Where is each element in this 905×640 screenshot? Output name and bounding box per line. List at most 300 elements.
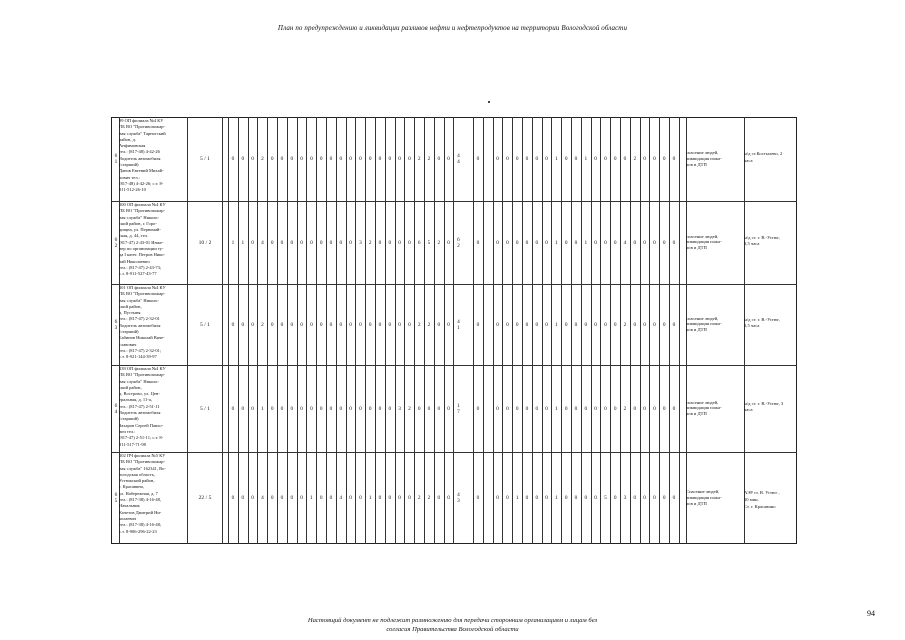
table-column-divider: [542, 117, 543, 544]
table-cell: 0: [280, 495, 284, 501]
table-cell: 0: [359, 321, 362, 328]
table-cell: 0: [506, 239, 509, 246]
table-cell: 1: [231, 239, 235, 246]
table-cell: 0: [329, 239, 333, 246]
table-cell: 0: [515, 321, 519, 328]
table-cell: 0: [594, 495, 597, 501]
table-cell: 0: [476, 239, 480, 246]
table-cell: 0: [633, 321, 637, 328]
table-cell: 2: [408, 405, 411, 412]
table-cell: 0: [643, 405, 646, 412]
table-cell: 2: [427, 156, 431, 162]
table-cell: 1: [555, 239, 558, 246]
table-column-divider: [375, 117, 376, 544]
table-cell: 3: [359, 239, 362, 246]
table-cell: 0: [633, 239, 637, 246]
table-cell: 0: [241, 156, 245, 162]
table-cell: 0: [545, 156, 548, 162]
table-cell: 0: [290, 495, 294, 501]
table-column-divider: [257, 117, 258, 544]
table-cell: 0: [251, 405, 254, 412]
table-cell: 0: [613, 405, 617, 412]
table-cell: 0: [447, 156, 450, 162]
table-cell: 0: [584, 405, 588, 412]
table-cell: 0: [437, 495, 441, 501]
table-column-divider: [267, 117, 268, 544]
table-cell: 2: [427, 495, 431, 501]
table-column-divider: [630, 117, 631, 544]
arrival-time-text: м/д ст. г. В.-Устюг, 3 часа: [744, 400, 784, 413]
personnel-ratio: 5 / 1: [200, 156, 210, 162]
page-header: План по предупреждению и ликвидации разливов нефти и нефтепродуктов на территории Вологодской области: [277, 24, 628, 32]
arrival-time-text: м/д ст.Костылево, 2 часа: [744, 151, 783, 163]
table-cell: 0: [564, 495, 568, 501]
table-cell: 0: [535, 321, 539, 328]
table-cell: 0: [388, 495, 392, 501]
personnel-ratio: 5 / 1: [200, 321, 210, 328]
table-cell: 2: [623, 321, 627, 328]
table-cell: 0: [408, 239, 411, 246]
table-cell: 0: [613, 156, 617, 162]
table-cell: 0: [329, 156, 333, 162]
table-cell: 0: [613, 239, 617, 246]
table-column-divider: [620, 117, 621, 544]
unit-info: 99 ОП филиала №4 КУ ПБ ВО "Противопожар- ная служба" Тарногский район, д. Анфимовская тел.: (817-48) 4-42-26 Водитель автомобиля (старший) Данов Евгений Михай- лович тел.: (817-48) 4-42-26; с.т. 8- 911-512-26-10: [119, 118, 166, 193]
table-cell: 0: [476, 156, 480, 162]
table-row-divider: [111, 201, 797, 202]
table-column-divider: [316, 117, 317, 544]
table-cell: 0: [319, 495, 323, 501]
table-cell: 0: [270, 239, 274, 246]
table-cell: 2: [417, 321, 421, 328]
table-cell: 0: [653, 495, 656, 501]
table-cell: 0: [594, 321, 597, 328]
footer-line-1: Настоящий документ не подлежит размножению для передачи сторонним организациям и лицам без: [307, 617, 598, 624]
table-cell: 0: [349, 495, 352, 501]
table-column-divider: [346, 117, 347, 544]
table-cell: 1: [555, 405, 558, 412]
table-cell: 0: [310, 156, 313, 162]
table-cell: 0: [623, 156, 627, 162]
table-cell: 1: [555, 321, 558, 328]
table-cell: 0: [437, 405, 441, 412]
table-cell: 0: [476, 405, 480, 412]
table-cell: 0: [643, 321, 646, 328]
table-cell: 0: [319, 156, 323, 162]
table-cell: 0: [535, 405, 539, 412]
table-column-divider: [493, 117, 494, 544]
table-cell: 0: [564, 239, 568, 246]
table-cell: 1: [584, 239, 588, 246]
table-column-divider: [600, 117, 601, 544]
table-cell: 0: [329, 495, 333, 501]
table-cell: 0: [574, 239, 578, 246]
table-column-divider: [336, 117, 337, 544]
table-column-divider: [395, 117, 396, 544]
table-cell: 0: [280, 156, 284, 162]
table-column-divider: [385, 117, 386, 544]
table-cell: 0: [672, 321, 676, 328]
table-cell: 0: [604, 321, 607, 328]
table-cell: 0: [564, 156, 568, 162]
table-cell: 2: [368, 239, 372, 246]
table-cell: 4: [623, 239, 627, 246]
table-cell: 0: [662, 405, 666, 412]
table-cell: 1: [584, 156, 588, 162]
table-cell: 0: [447, 495, 450, 501]
table-cell: 0: [280, 239, 284, 246]
tasks-text: спасение людей, ликвидация пожа- ров и ДТП: [686, 315, 722, 333]
table-cell: 0: [604, 239, 607, 246]
table-cell: 4: [339, 495, 343, 501]
table-cell: 0: [496, 405, 499, 412]
table-column-divider: [581, 117, 582, 544]
table-cell: 0: [231, 495, 235, 501]
table-cell: 0: [300, 495, 303, 501]
table-cell: 0: [633, 495, 637, 501]
table-cell-stacked: 6 2: [457, 236, 460, 249]
table-cell: 0: [310, 321, 313, 328]
table-cell: 0: [339, 156, 343, 162]
table-cell: 0: [496, 321, 499, 328]
table-column-divider: [522, 117, 523, 544]
table-row-divider: [111, 452, 797, 453]
table-cell: 0: [290, 156, 294, 162]
table-column-divider: [669, 117, 670, 544]
table-cell: 2: [427, 321, 431, 328]
row-number: 6 5: [114, 492, 118, 504]
table-cell: 1: [261, 405, 264, 412]
table-cell: 0: [241, 321, 245, 328]
table-row-divider: [111, 365, 797, 366]
personnel-ratio: 10 / 2: [198, 239, 212, 246]
table-cell: 0: [270, 495, 274, 501]
personnel-ratio: 5 / 1: [200, 405, 210, 412]
table-cell: 0: [280, 321, 284, 328]
table-column-divider: [659, 117, 660, 544]
page-footer: [0, 616, 905, 634]
table-cell: 0: [319, 321, 323, 328]
table-cell: 0: [437, 321, 441, 328]
table-column-divider: [365, 117, 366, 544]
table-cell: 0: [476, 321, 480, 328]
table-cell: 0: [604, 156, 607, 162]
table-cell: 0: [515, 405, 519, 412]
table-cell: 0: [359, 405, 362, 412]
table-column-divider: [483, 117, 484, 544]
table-cell: 0: [319, 405, 323, 412]
table-cell: 0: [476, 495, 480, 501]
tasks-text: спасение людей, ликвидация пожа- ров и ДТП: [686, 233, 722, 251]
table-cell: 0: [594, 239, 597, 246]
table-cell: 0: [349, 239, 352, 246]
arrival-time-text: м/д ст. г. В.-Устюг, 3,5 часа: [744, 316, 780, 329]
table-cell: 0: [672, 239, 676, 246]
table-column-divider: [434, 117, 435, 544]
table-cell: 0: [408, 321, 411, 328]
table-column-divider: [404, 117, 405, 544]
table-cell: 0: [653, 239, 656, 246]
table-cell: 0: [496, 495, 499, 501]
table-cell: 0: [584, 495, 588, 501]
table-cell: 0: [349, 321, 352, 328]
table-column-divider: [453, 117, 454, 544]
table-cell: 0: [545, 405, 548, 412]
arrival-time-text: АЭР ст. В. Устюг , 10 мин. Ст. г. Красавино: [744, 490, 780, 509]
table-cell: 0: [506, 495, 509, 501]
table-column-divider: [228, 117, 229, 544]
table-cell: 1: [368, 495, 372, 501]
table-column-divider: [551, 117, 552, 544]
table-cell-stacked: 4 3: [457, 492, 460, 504]
table-column-divider: [649, 117, 650, 544]
table-cell: 0: [251, 239, 254, 246]
table-column-divider: [679, 117, 680, 544]
table-cell: 2: [623, 405, 627, 412]
table-cell: 0: [241, 405, 245, 412]
table-cell: 0: [329, 405, 333, 412]
table-cell: 0: [349, 156, 352, 162]
row-number: 6 3: [114, 318, 118, 331]
table-cell: 0: [574, 156, 578, 162]
table-cell: 0: [368, 405, 372, 412]
table-cell: 0: [378, 156, 382, 162]
table-cell: 0: [417, 405, 421, 412]
tasks-text: Спасение людей, ликвидация пожа- ров и ДТП: [686, 489, 722, 506]
table-column-divider: [355, 117, 356, 544]
table-cell: 0: [672, 495, 676, 501]
table-cell: 0: [408, 495, 411, 501]
table-cell-stacked: 4 1: [457, 318, 460, 331]
table-cell: 5: [427, 239, 431, 246]
table-cell: 0: [241, 495, 245, 501]
table-cell: 2: [633, 156, 637, 162]
table-cell: 2: [437, 239, 441, 246]
table-cell: 0: [525, 239, 529, 246]
table-cell: 0: [270, 405, 274, 412]
table-cell: 0: [662, 495, 666, 501]
table-cell: 0: [437, 156, 441, 162]
table-column-divider: [512, 117, 513, 544]
table-cell: 0: [613, 321, 617, 328]
table-column-divider: [326, 117, 327, 544]
table-cell: 0: [447, 239, 450, 246]
table-cell: 0: [310, 239, 313, 246]
table-cell: 0: [388, 239, 392, 246]
table-cell: 0: [231, 405, 235, 412]
table-cell: 0: [359, 156, 362, 162]
table-cell: 0: [427, 405, 431, 412]
row-number: 6 4: [114, 402, 118, 415]
table-cell: 0: [643, 156, 646, 162]
table-cell-stacked: 4 4: [457, 153, 460, 165]
table-cell: 0: [290, 405, 294, 412]
table-cell: 0: [525, 495, 529, 501]
table-column-divider: [744, 117, 745, 544]
table-cell: 0: [329, 321, 333, 328]
table-cell: 0: [398, 495, 401, 501]
table-cell: 0: [545, 495, 548, 501]
table-column-divider: [571, 117, 572, 544]
table-cell: 0: [496, 239, 499, 246]
table-cell: 4: [261, 495, 264, 501]
tasks-text: спасение людей, ликвидация пожа- ров и ДТП: [686, 399, 722, 417]
table-cell: 0: [378, 239, 382, 246]
footer-line-2: согласия Правительства Вологодской области: [386, 626, 519, 633]
table-column-divider: [297, 117, 298, 544]
table-cell: 0: [300, 156, 303, 162]
table-cell: 3: [398, 405, 401, 412]
table-cell: 0: [535, 156, 539, 162]
table-cell: 0: [545, 321, 548, 328]
table-cell: 0: [672, 156, 676, 162]
table-cell: 0: [398, 321, 401, 328]
table-cell: 0: [662, 156, 666, 162]
table-column-divider: [473, 117, 474, 544]
table-cell: 0: [633, 405, 637, 412]
unit-info: 100 ОП филиала №4 КУ ПБ ВО "Противопожар- ная служба" Николь- ский район, г. Горо- дищна, ул. Первомай- ская, д. 44, тел. (817-47) 2-43-01 Инже- нер по организации ту- да I катег. Петров Нико- лай Николаевич тел.: (817-47) 2-43-73; с.т. 8-911-527-43-77: [119, 202, 166, 277]
table-column-divider: [287, 117, 288, 544]
table-column-divider: [424, 117, 425, 544]
table-cell: 0: [525, 156, 529, 162]
table-row-divider: [111, 284, 797, 285]
table-cell: 0: [594, 156, 597, 162]
table-column-divider: [248, 117, 249, 544]
unit-info: 102 ПЧ филиала №5 КУ ПБ ВО "Противопожар- ная служба" 162341, Во- логодская область, Устюжский район, г. Красавино, ул. Набережная, д. 7 тел.: (817-38) 4-16-48, Начальник Кочетов Дмитрий Ни- колаевич тел.: (817-38) 4-16-48; с.т. 8-906-296-22-23: [119, 453, 166, 534]
table-cell: 1: [555, 495, 558, 501]
table-cell: 0: [290, 321, 294, 328]
table-cell: 0: [339, 321, 343, 328]
table-cell: 0: [643, 239, 646, 246]
personnel-ratio: 22 / 5: [198, 495, 212, 501]
table-cell: 0: [613, 495, 617, 501]
table-cell: 0: [378, 321, 382, 328]
table-cell: 1: [241, 239, 245, 246]
table-cell: 0: [535, 239, 539, 246]
table-cell: 0: [388, 405, 392, 412]
table-cell-stacked: 1 7: [457, 402, 460, 415]
table-column-divider: [640, 117, 641, 544]
table-cell: 3: [623, 495, 627, 501]
table-cell: 0: [300, 321, 303, 328]
table-cell: 0: [398, 156, 401, 162]
table-cell: 0: [270, 321, 274, 328]
table-cell: 2: [261, 321, 264, 328]
arrival-time-text: м/д ст. г. В.-Устюг, 3,5 часа: [744, 234, 780, 247]
table-column-divider: [532, 117, 533, 544]
table-cell: 0: [545, 239, 548, 246]
table-column-divider: [414, 117, 415, 544]
table-cell: 0: [349, 405, 352, 412]
table-cell: 0: [653, 405, 656, 412]
table-cell: 0: [564, 405, 568, 412]
table-cell: 0: [506, 405, 509, 412]
table-cell: 0: [643, 495, 646, 501]
table-column-divider: [610, 117, 611, 544]
table-cell: 6: [417, 239, 421, 246]
table-cell: 0: [251, 495, 254, 501]
table-cell: 0: [280, 405, 284, 412]
table-cell: 0: [506, 156, 509, 162]
table-cell: 0: [310, 405, 313, 412]
table-cell: 1: [310, 495, 313, 501]
table-cell: 0: [251, 156, 254, 162]
table-cell: 0: [270, 156, 274, 162]
data-table: [111, 117, 797, 544]
table-cell: 0: [251, 321, 254, 328]
table-cell: 0: [447, 405, 450, 412]
table-cell: 1: [515, 495, 519, 501]
table-cell: 0: [525, 405, 529, 412]
table-cell: 1: [555, 156, 558, 162]
table-cell: 2: [417, 156, 421, 162]
table-column-divider: [444, 117, 445, 544]
table-cell: 0: [506, 321, 509, 328]
table-cell: 0: [574, 405, 578, 412]
table-cell: 0: [515, 239, 519, 246]
table-cell: 4: [261, 239, 264, 246]
table-cell: 0: [662, 321, 666, 328]
table-cell: 0: [447, 321, 450, 328]
unit-info: 139 ОП филиала №4 КУ ПБ ВО "Противопожар- ная служба" Николь- ский район, д. Вострово, ул. Цен- тральная, д. 11-а, тел.: (817-47) 2-51-11 Водитель автомобиля (старший) Захаров Сергей Павло- вич тел.: (817-47) 2-51-11; с.т. 8- 911-517-71-98: [119, 366, 166, 447]
table-cell: 0: [231, 321, 235, 328]
table-cell: 0: [594, 405, 597, 412]
table-cell: 0: [300, 405, 303, 412]
table-cell: 0: [339, 239, 343, 246]
unit-info: 101 ОП филиала №4 КУ ПБ ВО "Противопожар- ная служба" Николь- ский район, д. Пустыня тел.: (817-47) 2-32-01 Водитель автомобиля (старший) Бабинов Николай Вяче- славович тел.: (817-47) 2-32-01; с.т. 8-921-144-39-97: [119, 285, 166, 360]
row-number: 6 1: [114, 153, 118, 165]
table-column-divider: [187, 117, 188, 544]
table-column-divider: [502, 117, 503, 544]
table-column-divider: [306, 117, 307, 544]
table-cell: 0: [398, 239, 401, 246]
table-cell: 0: [672, 405, 676, 412]
table-cell: 0: [653, 156, 656, 162]
table-column-divider: [561, 117, 562, 544]
table-cell: 0: [408, 156, 411, 162]
table-cell: 0: [604, 405, 607, 412]
table-cell: 0: [564, 321, 568, 328]
table-cell: 0: [339, 405, 343, 412]
table-cell: 0: [359, 495, 362, 501]
table-cell: 0: [388, 321, 392, 328]
table-column-divider: [222, 117, 223, 544]
table-cell: 0: [378, 495, 382, 501]
table-cell: 0: [388, 156, 392, 162]
table-column-divider: [591, 117, 592, 544]
table-cell: 0: [231, 156, 235, 162]
table-cell: 0: [300, 239, 303, 246]
table-cell: 0: [574, 495, 578, 501]
table-cell: 2: [417, 495, 421, 501]
table-cell: 0: [525, 321, 529, 328]
table-cell: 0: [662, 239, 666, 246]
table-column-divider: [238, 117, 239, 544]
tasks-text: спасение людей, ликвидация пожа- ров и ДТП: [686, 150, 722, 167]
table-cell: 0: [368, 156, 372, 162]
table-cell: 0: [496, 156, 499, 162]
table-cell: 0: [584, 321, 588, 328]
table-cell: 0: [574, 321, 578, 328]
table-cell: 0: [368, 321, 372, 328]
decorative-dot: [488, 101, 490, 103]
table-cell: 0: [319, 239, 323, 246]
table-cell: 0: [378, 405, 382, 412]
table-cell: 0: [515, 156, 519, 162]
table-cell: 0: [653, 321, 656, 328]
page-number: 94: [867, 609, 875, 618]
row-number: 6 2: [114, 236, 118, 249]
